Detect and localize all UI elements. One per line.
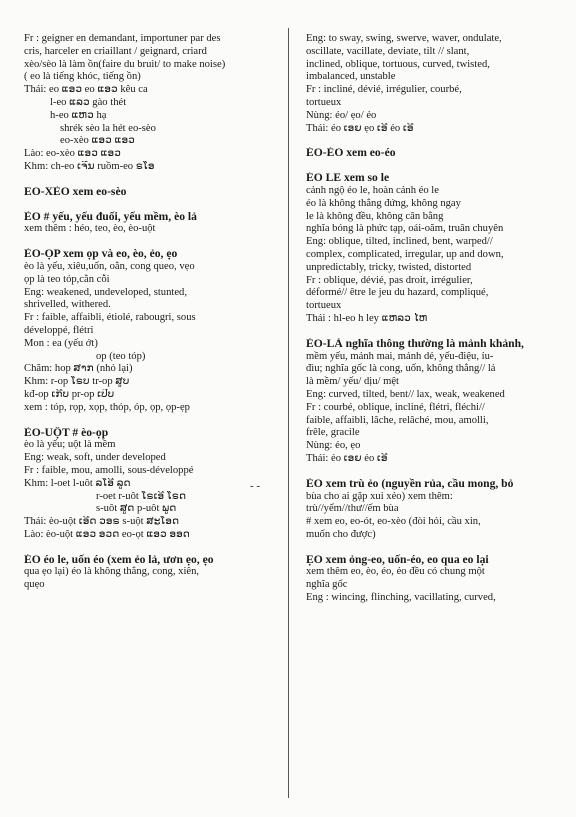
entry-text-line: complex, complicated, irregular, up and down, xyxy=(306,248,504,260)
entry-headword-line: ẸO xem ỏng-eo, uốn-éo, eo qua eo lại xyxy=(306,553,489,566)
entry-headword-line: ẺO-LẢ nghĩa thông thường là mảnh khảnh, xyxy=(306,337,524,350)
entry-text-line: xem thêm eo, èo, éo, ẻo đều có chung một xyxy=(306,566,485,578)
entry-spacer xyxy=(306,466,556,478)
entry-text-line: le là không đều, không cân bằng xyxy=(306,210,444,222)
entry-text-line: Lào: eo-xèo ແອວ ແອວ xyxy=(24,148,121,160)
entry-spacer xyxy=(24,236,278,248)
entry-spacer xyxy=(24,542,278,554)
entry-text-line: Thái: éo ເອຍ ẹo ເອີ ẻo ເອີ xyxy=(306,122,414,134)
entry-text-line: h-eo ແຫວ hạ xyxy=(50,109,107,121)
entry-text-line: oscillate, vacillate, deviate, tilt // slant, xyxy=(306,45,470,57)
entry-text-line: Khm: ch-eo ເຈີນ ruồm-eo ຣໂອ xyxy=(24,160,155,172)
entry-spacer xyxy=(306,135,556,147)
entry-text-line: eo-xèo ແອວ ແອວ xyxy=(60,135,135,147)
entry-text-line: shrék sèo la hét eo-sèo xyxy=(60,122,156,134)
entry-headword-line: ÈO-ỌP xem ọp và eo, èo, ẻo, ẹo xyxy=(24,248,178,261)
entry-text-line: Fr : geigner en demandant, importuner par des xyxy=(24,33,221,44)
entry-spacer xyxy=(24,199,278,211)
entry-text-line: bùa cho ai gặp xui xẻo) xem thêm: xyxy=(306,490,453,502)
entry-headword-line: EO-XÈO xem eo-sèo xyxy=(24,185,127,198)
entry-text-line: éo là không thẳng đứng, không ngay xyxy=(306,197,461,209)
entry-text-line: # xem eo, eo-ót, eo-xèo (đòi hỏi, cầu xin, xyxy=(306,516,481,528)
entry-text-line: trù//yểm//thư//ếm bùa xyxy=(306,503,399,515)
entry-text-line: Fr : faible, affaibli, étiolé, rabougri, sous xyxy=(24,312,196,324)
entry-text-line: déformé// être le jeu du hazard, compliqué, xyxy=(306,287,489,299)
entry-headword-line: ẺO xem trù ẻo (nguyền rủa, cầu mong, bỏ xyxy=(306,477,514,490)
entry-text-line: èo là yếu; uột là mềm xyxy=(24,439,116,451)
entry-text-line: Thái : hl-eo h ley ແຫລວ ໄຫ xyxy=(306,312,428,324)
entry-text-line: nghĩa gốc xyxy=(306,579,348,591)
entry-text-line: ( eo là tiếng khóc, tiếng ồn) xyxy=(24,71,141,83)
entry-text-line: đìu; nghĩa gốc là cong, uốn, không thẳng// lả xyxy=(306,363,496,375)
entry-text-line: Thái: eo ແອວ eo ແອວ kêu ca xyxy=(24,84,148,96)
entry-text-line: Fr : incliné, dévié, irrégulier, courbé, xyxy=(306,84,462,96)
entry-text-line: kđ-op ເກີບ pr-op ເປີບ xyxy=(24,388,115,400)
entry-text-line: muốn cho được) xyxy=(306,528,376,540)
entry-headword-line: ÉO-ÉO xem eo-éo xyxy=(306,147,396,160)
entry-text-line: mềm yếu, mảnh mai, mảnh dẻ, yếu-điệu, ỉu- xyxy=(306,350,494,362)
entry-text-line: Lào: èo-uột ແອວ ອວດ eo-ọt ແອວ ອອດ xyxy=(24,528,190,540)
entry-spacer xyxy=(306,542,556,554)
entry-spacer xyxy=(24,174,278,186)
entry-text-line: Khm: l-oet l-uôt ລໂອີ ລູດ xyxy=(24,477,131,489)
column-divider xyxy=(288,28,289,798)
entry-text-line: Eng: curved, tilted, bent// lax, weak, weakened xyxy=(306,388,505,400)
entry-text-line: Nùng: éo/ ẹo/ ẻo xyxy=(306,109,377,121)
entry-spacer xyxy=(306,326,556,338)
entry-text-line: Thái: èo-uột ເອີດ ວອຣ s-uột ສະໂອດ xyxy=(24,516,180,528)
entry-text-line: Fr : courbé, oblique, incliné, flétri, fléchi// xyxy=(306,401,485,413)
entry-text-line: nghĩa bóng là phức tạp, oái-oăm, truân chuyên xyxy=(306,223,504,235)
entry-text-line: tortueux xyxy=(306,300,342,312)
entry-text-line: xèo/sèo là làm ồn(faire du bruit/ to make noise) xyxy=(24,58,226,70)
entry-text-line: Thái: ẻo ເອຍ ẻo ເອີ xyxy=(306,452,388,464)
entry-text-line: Eng: weakened, undeveloped, stunted, xyxy=(24,286,187,298)
left-column xyxy=(24,33,278,592)
entry-text-line: cris, harceler en criaillant / geignard, criard xyxy=(24,45,207,57)
entry-text-line: quẹo xyxy=(24,579,45,591)
entry-spacer xyxy=(306,160,556,172)
margin-mark: - - xyxy=(250,480,261,492)
entry-text-line: op (teo tóp) xyxy=(96,350,146,362)
entry-text-line: imbalanced, unstable xyxy=(306,71,396,83)
entry-text-line: xem : tóp, rọp, xọp, thóp, óp, ọp, ọp-ẹp xyxy=(24,401,190,413)
entry-headword-line: ÉO LE xem so le xyxy=(306,172,390,185)
entry-text-line: unpredictably, tricky, twisted, distorted xyxy=(306,261,472,273)
entry-text-line: tortueux xyxy=(306,96,342,108)
entry-text-line: Mon : ea (yếu ớt) xyxy=(24,337,98,349)
entry-text-line: faible, affaibli, lâche, relâché, mou, amolli, xyxy=(306,414,489,426)
entry-text-line: développé, flétri xyxy=(24,324,94,336)
entry-text-line: Eng: to sway, swing, swerve, waver, ondulate, xyxy=(306,33,502,44)
entry-text-line: qua ẹo lại) éo là không thẳng, cong, xiên, xyxy=(24,566,200,578)
entry-headword-line: ÉO éo le, uốn éo (xem ẻo lả, ươn ẹo, ẹo xyxy=(24,553,214,566)
entry-text-line: l-eo ແລວ gào thét xyxy=(50,96,127,108)
entry-text-line: frêle, gracile xyxy=(306,427,360,439)
entry-text-line: Eng: weak, soft, under developed xyxy=(24,452,166,464)
entry-text-line: cảnh ngộ éo le, hoàn cảnh éo le xyxy=(306,184,439,196)
entry-text-line: Chăm: hop ສາກ (nhỏ lại) xyxy=(24,363,133,375)
entry-text-line: là mềm/ yếu/ dịu/ mệt xyxy=(306,376,399,388)
entry-text-line: r-oet r-uôt ໂຣເອີ ໂຣດ xyxy=(96,490,187,502)
entry-text-line: èo là yếu, xiêu,uốn, oằn, cong queo, vẹo xyxy=(24,260,195,272)
entry-text-line: inclined, oblique, tortuous, curved, twisted, xyxy=(306,58,490,70)
entry-text-line: xem thêm : héo, teo, èo, èo-uột xyxy=(24,223,156,235)
entry-text-line: Nùng: ẻo, ẹo xyxy=(306,440,361,452)
entry-text-line: Fr : faible, mou, amolli, sous-développé xyxy=(24,464,194,476)
entry-spacer xyxy=(24,415,278,427)
entry-text-line: Eng: oblique, tilted, inclined, bent, warped// xyxy=(306,236,493,248)
entry-text-line: Fr : oblique, dévié, pas droit, irrégulier, xyxy=(306,274,473,286)
entry-text-line: Khm: r-op ໂຣບ tr-op ສູບ xyxy=(24,376,130,388)
right-column xyxy=(306,33,556,605)
entry-text-line: s-uôt ສູດ p-uôt ພູດ xyxy=(96,503,177,515)
entry-text-line: ọp là teo tóp,cằn cỗi xyxy=(24,273,110,285)
entry-text-line: shrivelled, withered. xyxy=(24,299,111,311)
entry-headword-line: ÈO-UỘT # èo-ọp xyxy=(24,426,109,439)
entry-headword-line: ÈO # yếu, yếu đuối, yếu mềm, èo lả xyxy=(24,210,197,223)
entry-text-line: Eng : wincing, flinching, vacillating, curved, xyxy=(306,592,496,604)
